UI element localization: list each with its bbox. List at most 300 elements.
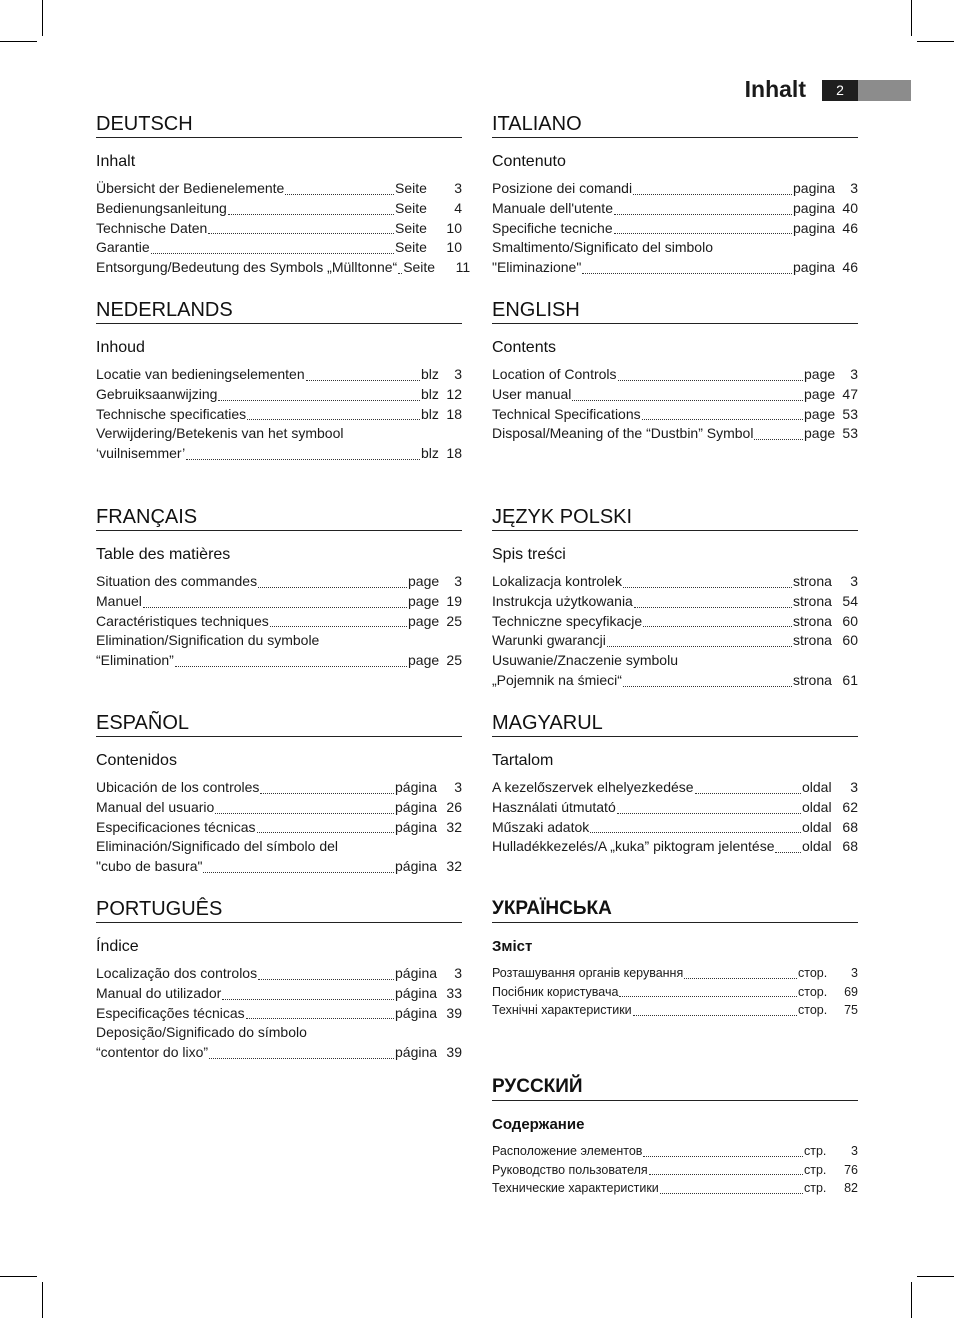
page-word: стор.: [798, 966, 828, 980]
section-title: РУССКИЙ: [492, 1075, 858, 1101]
toc-entry[interactable]: [492, 631, 858, 651]
dot-leader: [642, 415, 803, 420]
dot-leader: [618, 376, 803, 381]
toc-entry-label: Hulladékkezelés/A „kuka” piktogram jelentése: [492, 838, 775, 855]
toc-entry-label-line1: Deposição/Significado do símbolo: [96, 1024, 307, 1041]
toc-entry-label: Especificaciones técnicas: [96, 818, 256, 835]
toc-entry[interactable]: [492, 778, 858, 798]
dot-leader: [623, 682, 792, 687]
page-number: 69: [844, 984, 858, 999]
toc-entry[interactable]: [492, 837, 858, 857]
toc-entry-label: Techniczne specyfikacje: [492, 612, 643, 629]
dot-leader: [617, 809, 801, 814]
toc-entry-label: Technische Daten: [96, 219, 208, 236]
toc-entry-row: [96, 444, 462, 464]
page-number: 3: [851, 1144, 858, 1158]
dot-leader: [306, 376, 420, 381]
toc-entry-row: [96, 592, 462, 612]
toc-entry[interactable]: [492, 592, 858, 612]
toc-entry-row: [492, 365, 858, 385]
page-word: pagina: [793, 259, 836, 276]
page-word: Seite: [403, 259, 436, 276]
page-number: 10: [446, 239, 462, 256]
dot-leader: [582, 269, 792, 274]
toc-entry-row: [492, 572, 858, 592]
toc-entry-label: Instrukcja użytkowania: [492, 592, 633, 609]
toc-entry-row: [492, 631, 858, 651]
section-subtitle: Índice: [96, 938, 139, 955]
page-number: 3: [850, 779, 858, 795]
page-number: 18: [446, 405, 462, 422]
section-subtitle: Inhoud: [96, 339, 145, 356]
toc-entry-row: [96, 179, 462, 199]
dot-leader: [754, 435, 803, 440]
toc-entry-row: [96, 778, 462, 798]
toc-entry-row: [96, 405, 462, 425]
section-polski: [492, 505, 858, 691]
toc-entry-row: [492, 983, 858, 1002]
page-word: strona: [793, 612, 832, 629]
section-nederlands: [96, 298, 462, 464]
dot-leader: [228, 210, 394, 215]
toc-entry[interactable]: [96, 385, 462, 405]
page-number: 46: [842, 259, 858, 276]
toc-entry[interactable]: [96, 592, 462, 612]
toc-entry[interactable]: [96, 1004, 462, 1024]
page-number: 12: [446, 385, 462, 402]
dot-leader: [643, 622, 792, 627]
toc-entry[interactable]: [96, 365, 462, 385]
toc-entry-label: “Elimination”: [96, 652, 174, 669]
page-word: стор.: [798, 1003, 828, 1018]
toc-entry[interactable]: [96, 424, 462, 464]
page-number: 75: [844, 1003, 858, 1018]
section-espanol: [96, 711, 462, 877]
toc-entry-label: Situation des commandes: [96, 573, 258, 589]
toc-entry-row: [96, 612, 462, 632]
section-francais: [96, 505, 462, 671]
toc-entry[interactable]: [492, 219, 858, 239]
section-deutsch: [96, 112, 471, 278]
page-number: 46: [842, 219, 858, 236]
dot-leader: [218, 396, 420, 401]
page-word: página: [395, 818, 438, 835]
toc-entry[interactable]: [96, 818, 462, 838]
toc-entry-label: Расположение элементов: [492, 1144, 643, 1158]
toc-entry-row: [96, 238, 462, 258]
page-number: 76: [844, 1162, 858, 1177]
dot-leader: [270, 622, 407, 627]
toc-entry[interactable]: [96, 964, 462, 984]
page-word: pagina: [793, 219, 836, 236]
toc-entry-label: User manual: [492, 385, 572, 402]
toc-entry-label: Технические характеристики: [492, 1181, 659, 1196]
section-title: FRANÇAIS: [96, 505, 462, 531]
toc-entry[interactable]: [96, 612, 462, 632]
toc-entry[interactable]: [492, 179, 858, 199]
toc-entry-label: Műszaki adatok: [492, 818, 590, 835]
toc-entry-row: [96, 572, 462, 592]
toc-entry-row: [492, 671, 858, 691]
page-word: Seite: [395, 219, 427, 236]
page-word: blz: [421, 405, 439, 422]
toc-entry[interactable]: [96, 405, 462, 425]
toc-entry-label-line1: Eliminación/Significado del símbolo del: [96, 838, 339, 855]
dot-leader: [257, 828, 394, 833]
toc-entry[interactable]: [492, 424, 858, 444]
dot-leader: [572, 396, 803, 401]
page-number: 3: [850, 573, 858, 589]
toc-entry-row: [96, 385, 462, 405]
section-title: MAGYARUL: [492, 711, 858, 737]
toc-entry-row: [96, 258, 471, 278]
dot-leader: [258, 975, 394, 980]
page-number: 40: [842, 199, 858, 216]
dot-leader: [614, 229, 792, 234]
page-number: 25: [446, 612, 462, 629]
page-number: 61: [842, 671, 858, 688]
dot-leader: [633, 190, 792, 195]
toc-entry-label: Technische specificaties: [96, 405, 247, 422]
page-word: página: [395, 858, 438, 875]
toc-entry-label: „Pojemnik na śmieci“: [492, 671, 622, 688]
dot-leader: [285, 190, 394, 195]
page-number: 32: [446, 858, 462, 875]
toc-entry-row: [492, 798, 858, 818]
toc-entry-row: [96, 199, 462, 219]
page-number: 11: [455, 259, 471, 276]
dot-leader: [634, 603, 792, 608]
toc-entry-label: Manuel: [96, 592, 142, 609]
dot-leader: [222, 995, 394, 1000]
page-word: page: [804, 425, 836, 442]
page-number: 3: [454, 779, 462, 795]
toc-entry-label: Entsorgung/Bedeutung des Symbols „Mülltonne“: [96, 259, 398, 276]
crop-mark: [911, 0, 912, 36]
toc-entry-label: Manual do utilizador: [96, 984, 222, 1001]
page-number: 47: [842, 385, 858, 402]
toc-entry-label: Руководство пользователя: [492, 1162, 648, 1177]
section-subtitle: Зміст: [492, 938, 533, 955]
toc-entry[interactable]: [492, 1001, 858, 1020]
page-word: pagina: [793, 199, 836, 216]
toc-entry-row: [492, 405, 858, 425]
section-subtitle: Содержание: [492, 1116, 585, 1133]
page-word: стр.: [804, 1181, 827, 1196]
page-number: 53: [842, 425, 858, 442]
toc-entry-label: Locatie van bedieningselementen: [96, 366, 305, 382]
toc-entry-row: [492, 179, 858, 199]
toc-entry-label: Розташування органів керування: [492, 966, 684, 980]
dot-leader: [398, 269, 402, 274]
toc-entry-label-line1: Verwijdering/Betekenis van het symbool: [96, 425, 344, 442]
dot-leader: [151, 249, 394, 254]
toc-entry[interactable]: [492, 572, 858, 592]
toc-entry-label-line1: Usuwanie/Znaczenie symbolu: [492, 652, 678, 669]
crop-mark: [42, 0, 43, 36]
page-word: página: [395, 1044, 438, 1061]
dot-leader: [684, 974, 797, 979]
toc-entry-label: Manual del usuario: [96, 798, 215, 815]
toc-entry[interactable]: [96, 837, 462, 877]
toc-entry-label: Location of Controls: [492, 366, 617, 382]
toc-entry-row: [96, 651, 462, 671]
page-number: 62: [842, 798, 858, 815]
page-number: 3: [850, 366, 858, 382]
section-title: JĘZYK POLSKI: [492, 505, 858, 531]
page-word: стр.: [804, 1144, 827, 1158]
toc-entry[interactable]: [96, 572, 462, 592]
toc-entry-label: ‘vuilnisemmer’: [96, 445, 186, 462]
toc-entry-row: [492, 258, 858, 278]
page-number: 19: [446, 592, 462, 609]
dot-leader: [208, 229, 394, 234]
toc-entry[interactable]: [492, 1142, 858, 1161]
toc-entry-row: [96, 984, 462, 1004]
toc-entry[interactable]: [96, 798, 462, 818]
page-word: oldal: [802, 779, 832, 795]
section-portugues: [96, 897, 462, 1063]
toc-entry[interactable]: [96, 258, 471, 278]
section-subtitle: Spis treści: [492, 546, 566, 563]
dot-leader: [209, 1054, 394, 1059]
page-number: 33: [446, 984, 462, 1001]
crop-mark: [0, 1276, 37, 1277]
toc-entry-label: Bedienungsanleitung: [96, 199, 227, 216]
toc-entry-label: Caractéristiques techniques: [96, 612, 269, 629]
page-number: 82: [844, 1181, 858, 1196]
page-number: 10: [446, 219, 462, 236]
page-number: 39: [446, 1004, 462, 1021]
toc-entry[interactable]: [96, 238, 462, 258]
toc-entry[interactable]: [492, 983, 858, 1002]
dot-leader: [186, 455, 420, 460]
page-word: Seite: [395, 180, 427, 196]
page-word: strona: [793, 592, 832, 609]
toc-entry-row: [492, 219, 858, 239]
section-subtitle: Table des matières: [96, 546, 231, 563]
page-word: strona: [793, 671, 832, 688]
dot-leader: [614, 210, 792, 215]
toc-entry[interactable]: [96, 199, 462, 219]
page-number: 68: [842, 838, 858, 855]
toc-entry-row: [492, 964, 858, 983]
section-title: DEUTSCH: [96, 112, 462, 138]
dot-leader: [247, 415, 420, 420]
page-word: page: [408, 652, 440, 669]
dot-leader: [590, 828, 801, 833]
page-number: 3: [454, 573, 462, 589]
toc-entry-label-line1: Elimination/Signification du symbole: [96, 632, 320, 649]
dot-leader: [660, 1189, 803, 1194]
toc-entry-row: [492, 424, 858, 444]
toc-entry[interactable]: [492, 612, 858, 632]
page-word: página: [395, 1004, 438, 1021]
dot-leader: [143, 603, 407, 608]
page-word: página: [395, 798, 438, 815]
toc-entry[interactable]: [492, 964, 858, 983]
crop-mark: [0, 41, 37, 42]
toc-entry[interactable]: [492, 1179, 858, 1198]
page-word: página: [395, 779, 438, 795]
toc-entry[interactable]: [96, 219, 462, 239]
dot-leader: [175, 662, 407, 667]
toc-entry-row: [96, 964, 462, 984]
page-number: 60: [842, 612, 858, 629]
toc-entry[interactable]: [492, 405, 858, 425]
toc-entry-row: [492, 612, 858, 632]
page-number-badge: 2: [822, 80, 858, 101]
page-word: blz: [421, 445, 439, 462]
page-word: page: [804, 385, 836, 402]
toc-entry-label: Übersicht der Bedienelemente: [96, 180, 285, 196]
page-number: 60: [842, 632, 858, 649]
toc-entry-label: Manuale dell'utente: [492, 199, 613, 216]
toc-entry-row: [492, 199, 858, 219]
toc-entry-row: [96, 1004, 462, 1024]
page-number: 18: [446, 445, 462, 462]
page-word: page: [804, 366, 836, 382]
toc-entry[interactable]: [492, 238, 858, 278]
page-word: page: [804, 405, 836, 422]
page-number: 26: [446, 798, 462, 815]
page-number: 3: [850, 180, 858, 196]
toc-entry[interactable]: [492, 199, 858, 219]
page-word: Seite: [395, 239, 427, 256]
toc-entry-label: Disposal/Meaning of the “Dustbin” Symbol: [492, 425, 754, 442]
page-number: 39: [446, 1044, 462, 1061]
page-number: 68: [842, 818, 858, 835]
dot-leader: [695, 789, 801, 794]
toc-entry-row: [96, 798, 462, 818]
toc-entry-row: [492, 1001, 858, 1020]
crop-mark: [42, 1282, 43, 1318]
header-bar: [858, 80, 911, 101]
page-word: page: [408, 612, 440, 629]
dot-leader: [258, 583, 407, 588]
page-word: strona: [793, 573, 832, 589]
section-english: [492, 298, 858, 444]
page-word: pagina: [793, 180, 836, 196]
toc-entry[interactable]: [96, 1023, 462, 1063]
section-title: ITALIANO: [492, 112, 858, 138]
dot-leader: [203, 868, 394, 873]
toc-entry-row: [96, 857, 462, 877]
page-number: 3: [454, 965, 462, 981]
dot-leader: [649, 1170, 803, 1175]
dot-leader: [643, 1152, 803, 1157]
section-subtitle: Tartalom: [492, 752, 554, 769]
page-number: 25: [446, 652, 462, 669]
section-title: ESPAÑOL: [96, 711, 462, 737]
toc-entry-row: [492, 818, 858, 838]
toc-entry-label: Ubicación de los controles: [96, 779, 260, 795]
page-number: 4: [454, 199, 462, 216]
toc-entry[interactable]: [492, 1161, 858, 1180]
dot-leader: [246, 1014, 394, 1019]
page-title: Inhalt: [744, 76, 806, 102]
toc-entry-label: "cubo de basura": [96, 858, 203, 875]
crop-mark: [917, 1276, 954, 1277]
dot-leader: [215, 809, 394, 814]
page-word: página: [395, 965, 438, 981]
toc-entry-label: Gebruiksaanwijzing: [96, 385, 218, 402]
toc-entry-label: “contentor do lixo”: [96, 1044, 209, 1061]
page-number: 32: [446, 818, 462, 835]
toc-entry-label: Specifiche tecniche: [492, 219, 613, 236]
toc-entry-row: [492, 385, 858, 405]
toc-entry-label: Garantie: [96, 239, 150, 256]
dot-leader: [623, 583, 792, 588]
crop-mark: [911, 1282, 912, 1318]
toc-entry-row: [96, 1043, 462, 1063]
toc-entry[interactable]: [492, 798, 858, 818]
toc-entry-label: Посібник користувача: [492, 984, 619, 999]
toc-entry-label: Lokalizacja kontrolek: [492, 573, 622, 589]
page-word: página: [395, 984, 438, 1001]
page-word: стр.: [804, 1162, 827, 1177]
toc-entry-label: Technical Specifications: [492, 405, 641, 422]
toc-entry[interactable]: [492, 818, 858, 838]
section-magyarul: [492, 711, 858, 857]
page-word: blz: [421, 366, 439, 382]
section-title: PORTUGUÊS: [96, 897, 462, 923]
toc-entry-row: [96, 365, 462, 385]
toc-entry-row: [492, 592, 858, 612]
toc-entry-row: [492, 837, 858, 857]
page-word: strona: [793, 632, 832, 649]
page-word: page: [408, 573, 440, 589]
toc-entry[interactable]: [96, 631, 462, 671]
page-number: 53: [842, 405, 858, 422]
toc-entry-label: Posizione dei comandi: [492, 180, 633, 196]
toc-entry-row: [492, 1161, 858, 1180]
page-word: blz: [421, 385, 439, 402]
toc-entry-label: Localização dos controlos: [96, 965, 258, 981]
dot-leader: [775, 848, 801, 853]
toc-entry[interactable]: [96, 179, 462, 199]
section-ukrainian: [492, 897, 858, 1020]
toc-entry[interactable]: [492, 365, 858, 385]
section-russian: [492, 1075, 858, 1198]
dot-leader: [633, 1011, 797, 1016]
section-title: ENGLISH: [492, 298, 858, 324]
section-title: УКРАЇНСЬКА: [492, 897, 858, 923]
toc-entry-row: [96, 818, 462, 838]
page-word: oldal: [802, 818, 832, 835]
section-subtitle: Contents: [492, 339, 557, 356]
page-number: 3: [454, 180, 462, 196]
toc-entry-label: A kezelőszervek elhelyezkedése: [492, 779, 694, 795]
toc-entry[interactable]: [492, 385, 858, 405]
crop-mark: [917, 41, 954, 42]
page-number: 54: [842, 592, 858, 609]
section-subtitle: Inhalt: [96, 153, 136, 170]
page-number: 3: [454, 366, 462, 382]
toc-entry-label: "Eliminazione": [492, 259, 582, 276]
section-italiano: [492, 112, 858, 278]
page-word: Seite: [395, 199, 427, 216]
toc-entry[interactable]: [96, 984, 462, 1004]
toc-entry-row: [492, 778, 858, 798]
section-subtitle: Contenuto: [492, 153, 566, 170]
page-word: стор.: [798, 984, 828, 999]
toc-entry-label: Технічні характеристики: [492, 1003, 632, 1018]
page-word: oldal: [802, 838, 832, 855]
toc-entry[interactable]: [492, 651, 858, 691]
toc-entry[interactable]: [96, 778, 462, 798]
toc-entry-label-line1: Smaltimento/Significato del simbolo: [492, 239, 713, 256]
